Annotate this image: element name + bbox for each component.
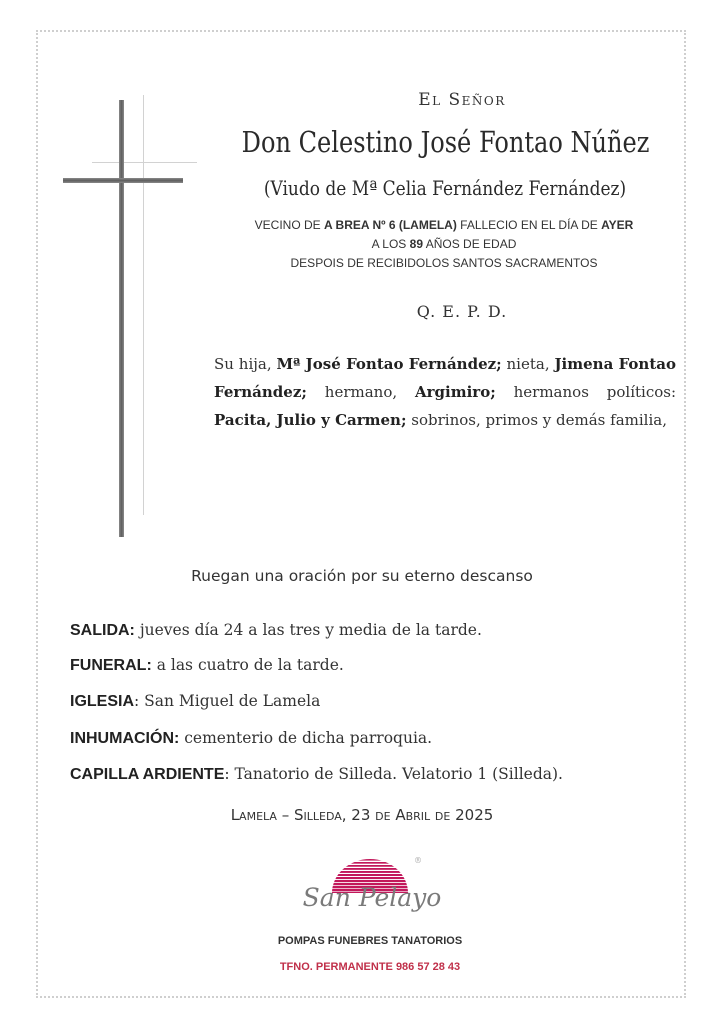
age-value: 89 <box>409 237 424 251</box>
logo-stripe <box>330 871 410 873</box>
logo-stripe <box>330 880 410 882</box>
schedule-value: : San Miguel de Lamela <box>134 692 321 710</box>
cross-shadow-vertical <box>143 95 144 515</box>
prayer-request: Ruegan una oración por su eterno descanso <box>191 567 533 585</box>
place-date: Lamela – Silleda, 23 de Abril de 2025 <box>230 806 494 824</box>
family-brother: Argimiro; <box>415 383 496 401</box>
widow-note: (Viudo de Mª Celia Fernández Fernández) <box>263 176 627 200</box>
schedule-label: INHUMACIÓN: <box>70 730 180 747</box>
logo-stripe <box>330 874 410 876</box>
schedule-value: a las cuatro de la tarde. <box>151 656 344 674</box>
schedule-value: cementerio de dicha parroquia. <box>179 729 433 747</box>
deceased-name: Don Celestino José Fontao Núñez <box>241 125 650 159</box>
schedule-row-funeral <box>70 656 344 675</box>
family-daughter: Mª José Fontao Fernández; <box>276 355 502 373</box>
logo-stripe <box>330 865 410 867</box>
age-text-c: AÑOS DE EDAD <box>423 237 517 251</box>
schedule-row-inhumacion <box>70 729 432 748</box>
title-el-senor: El Señor <box>418 90 506 110</box>
schedule-row-iglesia <box>70 692 320 711</box>
age-line <box>232 237 656 251</box>
family-text-1: Su hija, <box>214 355 277 373</box>
logo-stripe <box>330 868 410 870</box>
schedule-label: SALIDA: <box>70 622 135 639</box>
residence-line <box>232 218 656 232</box>
family-text-4: hermanos políticos: <box>495 383 676 401</box>
logo-stripe <box>330 862 410 864</box>
schedule-label: CAPILLA ARDIENTE <box>70 766 225 783</box>
cross-icon <box>119 100 124 537</box>
cross-bar <box>63 178 183 183</box>
schedule-value: jueves día 24 a las tres y media de la tarde. <box>134 621 482 639</box>
family-text-2: nieta, <box>501 355 555 373</box>
company-name: POMPAS FUNEBRES TANATORIOS <box>277 935 463 947</box>
residence-address: A BREA Nº 6 (LAMELA) <box>324 218 457 232</box>
registered-mark: ® <box>414 856 422 865</box>
family-granddaughter: Jimena Fontao Fernández; <box>214 355 676 401</box>
cross-shadow-horizontal <box>92 162 197 163</box>
age-text-a: A LOS <box>371 237 410 251</box>
logo-stripe <box>330 859 410 861</box>
schedule-row-capilla <box>70 765 563 784</box>
family-text-5: sobrinos, primos y demás familia, <box>406 411 667 429</box>
sacraments-line: DESPOIS DE RECIBIDOLOS SANTOS SACRAMENTOS <box>290 256 598 270</box>
company-logo: San Pelayo <box>302 883 442 912</box>
qepd: Q. E. P. D. <box>416 302 508 321</box>
residence-text-c: FALLECIO EN EL DÍA DE <box>456 218 602 232</box>
family-in-laws: Pacita, Julio y Carmen; <box>214 411 407 429</box>
logo-stripe <box>330 877 410 879</box>
schedule-label: IGLESIA <box>70 693 135 710</box>
residence-text-a: VECINO DE <box>254 218 324 232</box>
phone-number: TFNO. PERMANENTE 986 57 28 43 <box>279 961 461 973</box>
death-day: AYER <box>601 218 634 232</box>
family-paragraph <box>214 350 676 434</box>
family-text-3: hermano, <box>306 383 415 401</box>
schedule-label: FUNERAL: <box>70 657 152 674</box>
schedule-value: : Tanatorio de Silleda. Velatorio 1 (Silleda). <box>224 765 563 783</box>
schedule-row-salida <box>70 621 482 640</box>
